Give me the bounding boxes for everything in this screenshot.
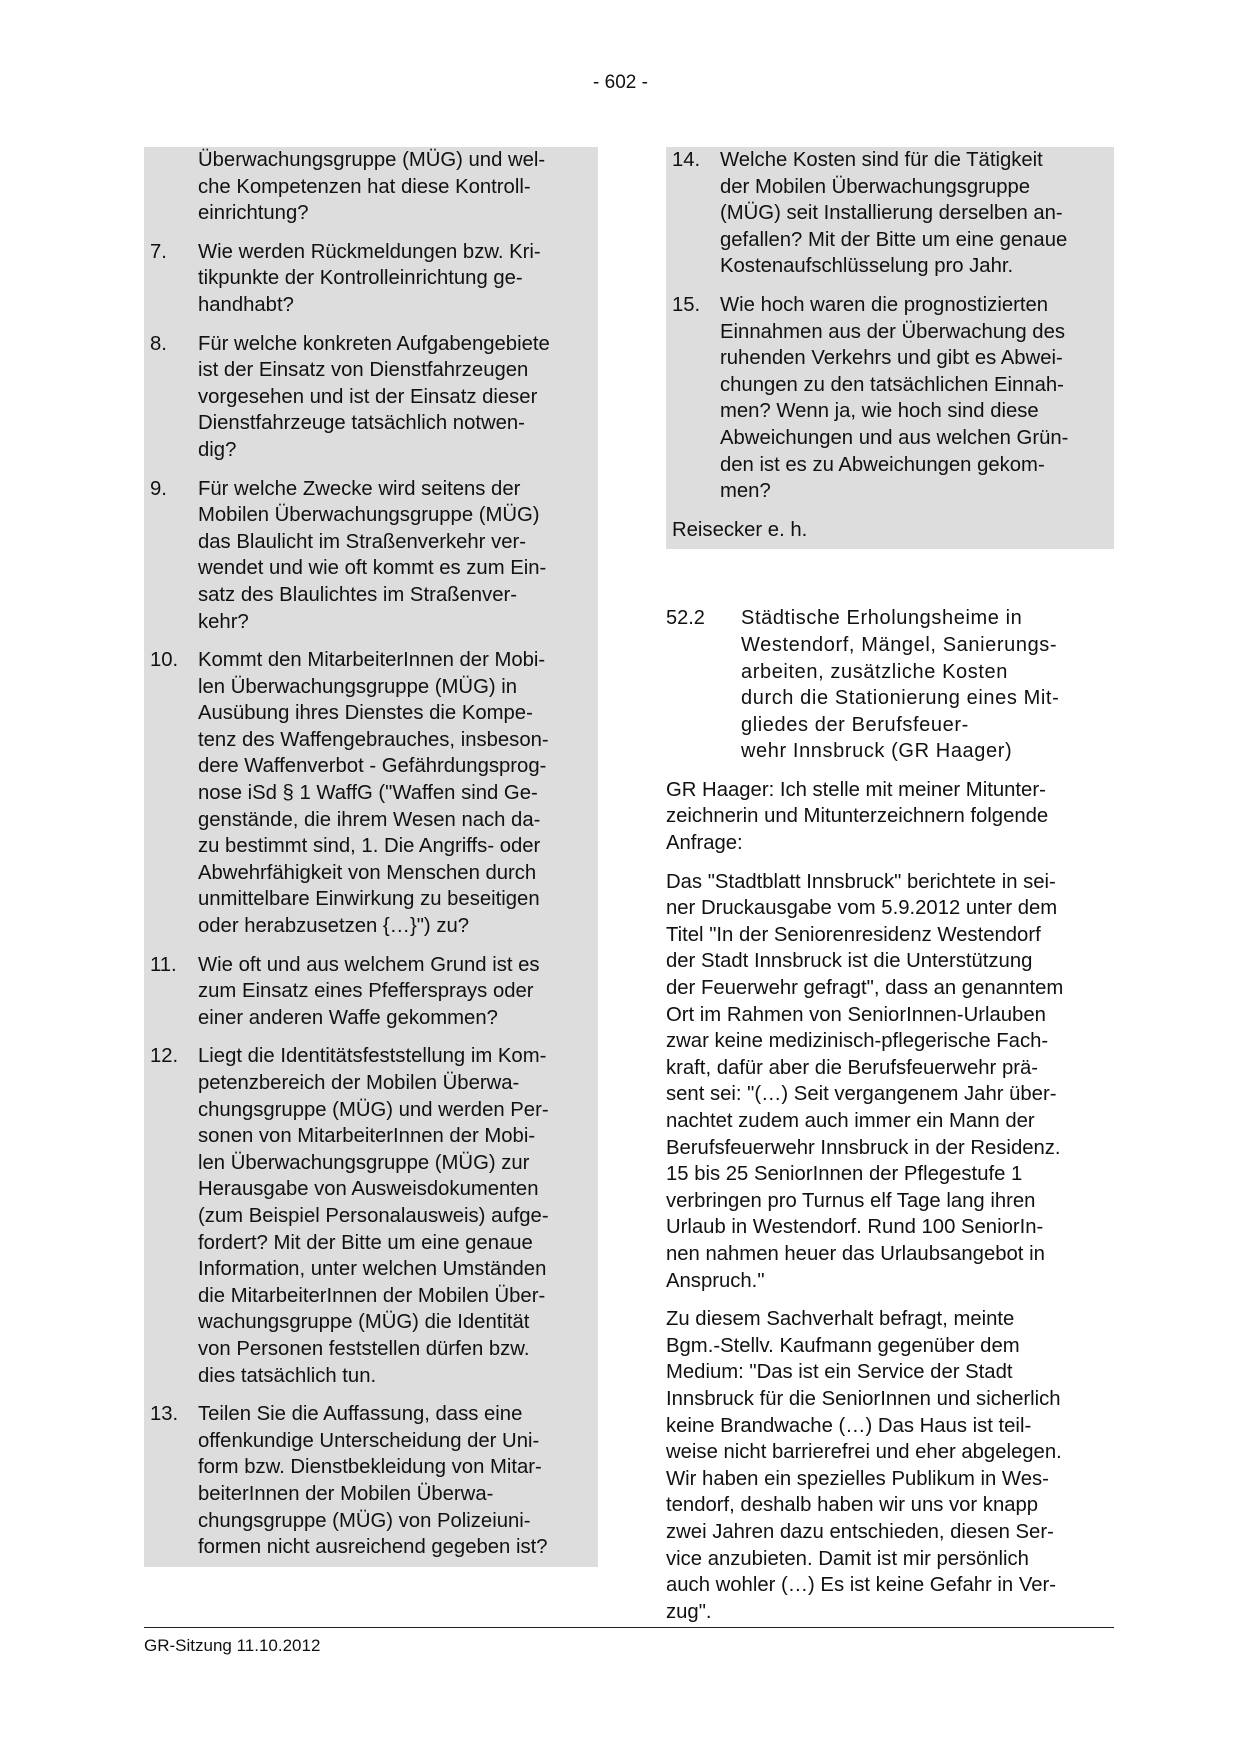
text-line: zu bestimmt sind, 1. Die Angriffs- oder	[198, 835, 541, 858]
text-line: tenz des Waffengebrauches, insbeson-	[198, 728, 549, 751]
text-line: wachungsgruppe (MÜG) die Identität	[198, 1311, 530, 1334]
text-line: unmittelbare Einwirkung zu beseitigen	[198, 888, 540, 911]
text-line: genstände, die ihrem Wesen nach da-	[198, 808, 541, 831]
text-line: zwei Jahren dazu entschieden, diesen Ser-	[666, 1520, 1054, 1543]
topic-number: 52.2	[666, 607, 705, 630]
text-line: nen nahmen heuer das Urlaubsangebot in	[666, 1242, 1045, 1265]
text-line: arbeiten, zusätzliche Kosten	[741, 660, 1008, 683]
text-line: Zu diesem Sachverhalt befragt, meinte	[666, 1308, 1015, 1331]
page-number: - 602 -	[593, 72, 648, 93]
text-line: die MitarbeiterInnen der Mobilen Über-	[198, 1284, 546, 1307]
body-paragraph	[666, 869, 1114, 1295]
text-line: (MÜG) seit Installierung derselben an-	[720, 202, 1063, 225]
text-line: Einnahmen aus der Überwachung des	[720, 320, 1065, 343]
text-line: Für welche Zwecke wird seitens der	[198, 477, 521, 500]
text-line: GR Haager: Ich stelle mit meiner Mitunter-	[666, 778, 1046, 801]
question-number: 10.	[150, 649, 179, 672]
text-line: handhabt?	[198, 293, 294, 316]
text-line: fordert? Mit der Bitte um eine genaue	[198, 1231, 533, 1254]
text-line: Information, unter welchen Umständen	[198, 1258, 547, 1281]
text-line: formen nicht ausreichend gegeben ist?	[198, 1536, 548, 1559]
text-line: Medium: "Das ist ein Service der Stadt	[666, 1361, 1013, 1384]
question-number: 11.	[150, 953, 177, 976]
text-line: Das "Stadtblatt Innsbruck" berichtete in sei-	[666, 870, 1056, 893]
left-column	[144, 147, 598, 1567]
text-line: Teilen Sie die Auffassung, dass eine	[198, 1403, 523, 1426]
text-line: Bgm.-Stellv. Kaufmann gegenüber dem	[666, 1334, 1020, 1357]
text-line: Für welche konkreten Aufgabengebiete	[198, 332, 550, 355]
text-line: keine Brandwache (…) Das Haus ist teil-	[666, 1414, 1032, 1437]
text-line: zug".	[666, 1600, 712, 1623]
text-line: men? Wenn ja, wie hoch sind diese	[720, 400, 1039, 423]
text-line: Abwehrfähigkeit von Menschen durch	[198, 861, 537, 884]
text-line: Westendorf, Mängel, Sanierungs-	[741, 633, 1058, 656]
text-line: kraft, dafür aber die Berufsfeuerwehr prä-	[666, 1056, 1039, 1079]
text-line: das Blaulicht im Straßenverkehr ver-	[198, 530, 526, 553]
agenda-topic-heading	[666, 605, 1114, 765]
question-number: 12.	[150, 1045, 179, 1068]
text-line: tendorf, deshalb haben wir uns vor knapp	[666, 1494, 1039, 1517]
question-number: 13.	[150, 1403, 179, 1426]
text-line: Kostenaufschlüsselung pro Jahr.	[720, 255, 1014, 278]
question-item-12	[150, 1043, 592, 1389]
text-line: gefallen? Mit der Bitte um eine genaue	[720, 228, 1068, 251]
text-line: Urlaub in Westendorf. Rund 100 SeniorIn-	[666, 1216, 1044, 1239]
question-item-13	[150, 1401, 592, 1561]
text-line: nose iSd § 1 WaffG ("Waffen sind Ge-	[198, 782, 538, 805]
text-line: verbringen pro Turnus elf Tage lang ihren	[666, 1189, 1036, 1212]
text-line: ruhenden Verkehrs und gibt es Abwei-	[720, 347, 1063, 370]
question-list-block	[144, 147, 598, 1567]
text-line: einrichtung?	[198, 202, 309, 225]
text-line: dig?	[198, 438, 237, 461]
text-line: vorgesehen und ist der Einsatz dieser	[198, 385, 538, 408]
text-line: zeichnerin und Mitunterzeichnern folgende	[666, 805, 1049, 828]
text-line: Berufsfeuerwehr Innsbruck in der Residenz.	[666, 1136, 1061, 1159]
text-line: (zum Beispiel Personalausweis) aufge-	[198, 1204, 549, 1227]
footer-divider	[144, 1627, 1114, 1628]
continued-question	[150, 147, 592, 227]
text-line: durch die Stationierung eines Mit-	[741, 687, 1060, 710]
question-item-11	[150, 952, 592, 1032]
text-line: der Mobilen Überwachungsgruppe	[720, 175, 1031, 198]
text-line: ist der Einsatz von Dienstfahrzeugen	[198, 359, 529, 382]
text-line: Herausgabe von Ausweisdokumenten	[198, 1178, 539, 1201]
question-number: 15.	[672, 293, 701, 316]
text-line: dies tatsächlich tun.	[198, 1364, 377, 1387]
text-line: Anspruch."	[666, 1269, 765, 1292]
text-line: Mobilen Überwachungsgruppe (MÜG)	[198, 504, 540, 527]
question-number: 14.	[672, 149, 701, 171]
text-line: oder herabzusetzen {…}") zu?	[198, 915, 470, 938]
text-line: petenzbereich der Mobilen Überwa-	[198, 1072, 520, 1094]
text-line: Welche Kosten sind für die Tätigkeit	[720, 149, 1043, 171]
text-line: den ist es zu Abweichungen gekom-	[720, 453, 1045, 476]
text-line: Wie oft und aus welchem Grund ist es	[198, 953, 540, 976]
text-line: vice anzubieten. Damit ist mir persönlich	[666, 1547, 1029, 1570]
text-line: len Überwachungsgruppe (MÜG) zur	[198, 1151, 530, 1174]
text-line: weise nicht barrierefrei und eher abgelegen.	[666, 1441, 1062, 1464]
text-line: che Kompetenzen hat diese Kontroll-	[198, 175, 531, 198]
text-line: Dienstfahrzeuge tatsächlich notwen-	[198, 412, 525, 435]
text-line: von Personen feststellen dürfen bzw.	[198, 1337, 530, 1360]
footer-session-label: GR-Sitzung 11.10.2012	[144, 1636, 321, 1655]
question-item-7	[150, 239, 592, 319]
question-item-14	[672, 147, 1108, 280]
question-item-9	[150, 476, 592, 636]
text-line: tikpunkte der Kontrolleinrichtung ge-	[198, 267, 523, 290]
intro-paragraph	[666, 777, 1114, 857]
text-line: zwar keine medizinisch-pflegerische Fach-	[666, 1030, 1049, 1053]
question-item-10	[150, 647, 592, 940]
text-line: men?	[720, 480, 771, 503]
text-line: kehr?	[198, 610, 249, 633]
text-line: beiterInnen der Mobilen Überwa-	[198, 1482, 494, 1505]
text-line: 15 bis 25 SeniorInnen der Pflegestufe 1	[666, 1163, 1023, 1186]
text-line: Ort im Rahmen von SeniorInnen-Urlauben	[666, 1003, 1046, 1026]
body-paragraph	[666, 1306, 1114, 1625]
text-line: len Überwachungsgruppe (MÜG) in	[198, 675, 518, 698]
text-line: Wie hoch waren die prognostizierten	[720, 293, 1049, 316]
text-line: Titel "In der Seniorenresidenz Westendorf	[666, 923, 1041, 946]
text-line: offenkundige Unterscheidung der Uni-	[198, 1429, 540, 1452]
text-line: Städtische Erholungsheime in	[741, 607, 1023, 630]
text-line: Wir haben ein spezielles Publikum in Wes-	[666, 1467, 1049, 1490]
question-item-8	[150, 331, 592, 464]
signature: Reisecker e. h.	[672, 518, 808, 541]
text-line: Ausübung ihres Dienstes die Kompe-	[198, 702, 533, 725]
text-line: nachtet zudem auch immer ein Mann der	[666, 1110, 1035, 1132]
question-number: 7.	[150, 240, 167, 263]
text-line: gliedes der Berufsfeuer-	[741, 713, 969, 736]
text-line: Überwachungsgruppe (MÜG) und wel-	[198, 149, 546, 171]
question-number: 8.	[150, 332, 167, 355]
text-line: auch wohler (…) Es ist keine Gefahr in Ver-	[666, 1574, 1057, 1597]
text-line: Anfrage:	[666, 832, 743, 855]
text-line: sent sei: "(…) Seit vergangenem Jahr über-	[666, 1083, 1057, 1106]
text-line: satz des Blaulichtes im Straßenver-	[198, 583, 517, 606]
text-line: chungsgruppe (MÜG) und werden Per-	[198, 1098, 549, 1121]
text-line: Kommt den MitarbeiterInnen der Mobi-	[198, 649, 546, 672]
text-line: ner Druckausgabe vom 5.9.2012 unter dem	[666, 897, 1058, 920]
text-line: chungen zu den tatsächlichen Einnah-	[720, 373, 1064, 396]
right-column	[666, 147, 1114, 1625]
question-number: 9.	[150, 477, 167, 500]
text-line: form bzw. Dienstbekleidung von Mitar-	[198, 1456, 542, 1479]
text-line: wendet und wie oft kommt es zum Ein-	[198, 557, 547, 580]
question-list-block	[666, 147, 1114, 549]
text-line: sonen von MitarbeiterInnen der Mobi-	[198, 1125, 536, 1148]
text-line: der Feuerwehr gefragt", dass an genanntem	[666, 977, 1064, 1000]
text-line: einer anderen Waffe gekommen?	[198, 1006, 498, 1029]
text-line: wehr Innsbruck (GR Haager)	[741, 740, 1013, 763]
text-line: Wie werden Rückmeldungen bzw. Kri-	[198, 240, 541, 263]
text-line: Innsbruck für die SeniorInnen und sicherlich	[666, 1387, 1061, 1410]
text-line: chungsgruppe (MÜG) von Polizeiuni-	[198, 1509, 531, 1532]
question-item-15	[672, 292, 1108, 505]
text-line: zum Einsatz eines Pfeffersprays oder	[198, 980, 534, 1003]
text-line: Liegt die Identitätsfeststellung im Kom-	[198, 1045, 547, 1068]
text-line: der Stadt Innsbruck ist die Unterstützung	[666, 950, 1033, 973]
text-line: dere Waffenverbot - Gefährdungsprog-	[198, 755, 547, 778]
text-line: Abweichungen und aus welchen Grün-	[720, 426, 1069, 449]
